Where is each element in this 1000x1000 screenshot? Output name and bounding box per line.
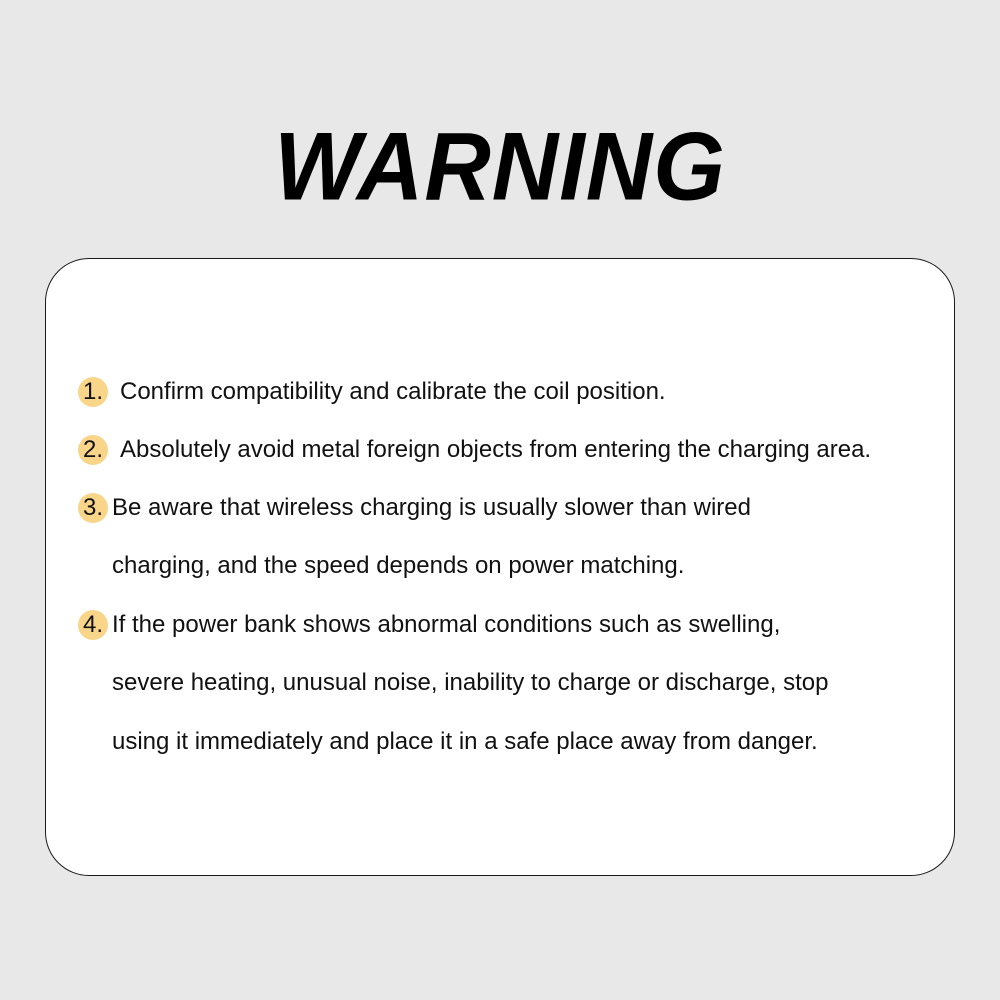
- item-3-line-2: charging, and the speed depends on power matching.: [112, 552, 685, 579]
- item-number-2: 2.: [78, 435, 98, 465]
- item-number-4: 4.: [78, 610, 98, 640]
- item-1-line-1: Confirm compatibility and calibrate the coil position.: [120, 378, 666, 405]
- item-3-line-1: Be aware that wireless charging is usually slower than wired: [112, 494, 751, 521]
- warning-title: WARNING: [274, 113, 726, 221]
- item-2-line-1: Absolutely avoid metal foreign objects from entering the charging area.: [120, 436, 872, 463]
- item-4-line-2: severe heating, unusual noise, inability to charge or discharge, stop: [112, 669, 829, 696]
- item-number-1: 1.: [78, 377, 98, 407]
- item-4-line-3: using it immediately and place it in a safe place away from danger.: [112, 728, 818, 755]
- item-number-3: 3.: [78, 493, 98, 523]
- item-4-line-1: If the power bank shows abnormal conditions such as swelling,: [112, 611, 781, 638]
